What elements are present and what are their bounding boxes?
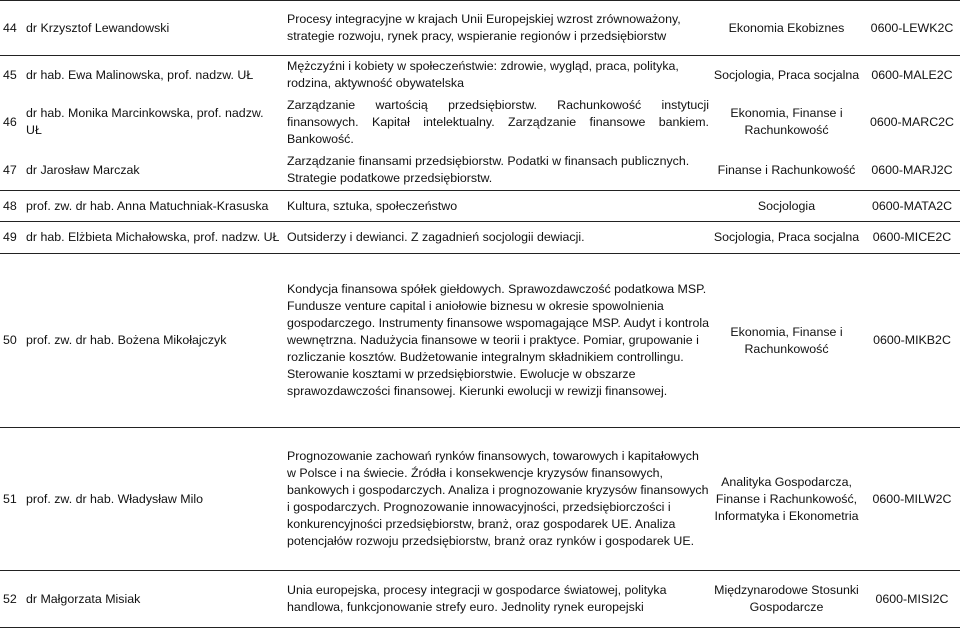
field-of-study: Ekonomia, Finanse i Rachunkowość: [730, 324, 843, 356]
row-number: 45: [3, 67, 17, 82]
table-row: [0, 428, 960, 570]
row-number: 49: [3, 230, 17, 244]
seminar-topic: Zarządzanie finansami przedsiębiorstw. Podatki w finansach publicznych. Strategie podatkowe przedsiębiorstw.: [287, 154, 690, 185]
supervisor-name: dr hab. Ewa Malinowska, prof. nadzw. UŁ: [26, 67, 254, 82]
row-number: 46: [3, 114, 17, 129]
table-row: [0, 150, 960, 190]
table-row: [0, 191, 960, 221]
row-number: 47: [3, 162, 17, 177]
seminar-topic: Zarządzanie wartością przedsiębiorstw. Rachunkowość instytucji finansowych. Kapitał intelektualny. Zarządzanie finansowe bankiem. Bankowość.: [287, 97, 709, 146]
supervisor-name: prof. zw. dr hab. Władysław Milo: [26, 491, 203, 506]
supervisor-name: dr hab. Monika Marcinkowska, prof. nadzw. UŁ: [26, 106, 264, 137]
course-code: 0600-MILW2C: [872, 491, 952, 506]
field-of-study: Międzynarodowe Stosunki Gospodarcze: [714, 583, 859, 614]
table-row: [0, 571, 960, 627]
row-number: 50: [3, 333, 17, 347]
course-code: 0600-MARJ2C: [871, 162, 953, 177]
row-number: 52: [3, 591, 17, 606]
row-number: 51: [3, 491, 17, 506]
field-of-study: Ekonomia Ekobiznes: [728, 20, 845, 35]
table-row: [0, 254, 960, 427]
course-code: 0600-MALE2C: [871, 67, 953, 82]
supervisor-name: dr Krzysztof Lewandowski: [26, 20, 170, 35]
course-code: 0600-LEWK2C: [870, 20, 954, 35]
supervisor-name: prof. zw. dr hab. Anna Matuchniak-Krasuska: [26, 198, 269, 213]
course-code: 0600-MIKB2C: [873, 333, 951, 347]
row-number: 48: [3, 198, 17, 213]
seminar-topic: Prognozowanie zachowań rynków finansowych, towarowych i kapitałowych w Polsce i na świecie. Źródła i konsekwencje kryzysów finansowych, bankowych i gospodarczych. Analiza i prognozowanie kryzysów finansowych i gospodarczych. Prognozowanie innowacyjności, przedsiębiorczości i konkurencyjności przedsiębiorstw, branż, oraz gospodarek UE. Analiza potencjałów rozwoju przedsiębiorstw, branż oraz rynków i gospodarek UE.: [287, 449, 709, 548]
table-row: [0, 222, 960, 253]
course-code: 0600-MARC2C: [869, 114, 954, 129]
field-of-study: Socjologia, Praca socjalna: [713, 67, 860, 82]
supervisor-name: dr Jarosław Marczak: [26, 162, 140, 177]
field-of-study: Finanse i Rachunkowość: [717, 162, 856, 177]
seminar-topic: Unia europejska, procesy integracji w gospodarce światowej, polityka handlowa, funkcjonowanie strefy euro. Jednolity rynek europejski: [287, 583, 667, 614]
seminar-topic: Mężczyźni i kobiety w społeczeństwie: zdrowie, wygląd, praca, polityka, rodzina, aktywność obywatelska: [287, 59, 679, 90]
seminar-topic: Kultura, sztuka, społeczeństwo: [287, 198, 458, 213]
supervisor-name: dr Małgorzata Misiak: [26, 591, 141, 606]
table-row: [0, 1, 960, 55]
course-code: 0600-MATA2C: [871, 198, 953, 213]
supervisor-name: prof. zw. dr hab. Bożena Mikołajczyk: [26, 333, 227, 347]
table-row: [0, 56, 960, 94]
seminar-topic: Outsiderzy i dewianci. Z zagadnień socjologii dewiacji.: [287, 230, 585, 244]
field-of-study: Analityka Gospodarcza, Finanse i Rachunkowość, Informatyka i Ekonometria: [714, 474, 859, 523]
course-code: 0600-MISI2C: [875, 591, 949, 606]
row-number: 44: [3, 20, 17, 35]
seminar-topic: Procesy integracyjne w krajach Unii Europejskiej wzrost zrównoważony, strategie rozwoju, rynek pracy, wspieranie regionów i przedsiębiorstw: [287, 12, 681, 43]
field-of-study: Ekonomia, Finanse i Rachunkowość: [730, 106, 843, 137]
table-row: [0, 94, 960, 150]
field-of-study: Socjologia, Praca socjalna: [713, 230, 860, 244]
supervisor-name: dr hab. Elżbieta Michałowska, prof. nadzw. UŁ: [26, 230, 280, 244]
course-code: 0600-MICE2C: [872, 230, 952, 244]
field-of-study: Socjologia: [757, 198, 816, 213]
seminar-topic: Kondycja finansowa spółek giełdowych. Sprawozdawczość podatkowa MSP. Fundusze venture capital i aniołowie biznesu w okresie spowolnienia gospodarczego. Instrumenty finansowe wspomagające MSP. Audyt i kontrola wewnętrzna. Nadużycia finansowe w teorii i praktyce. Pomiar, grupowanie i rozliczanie kosztów. Budżetowanie integralnym składnikiem controllingu. Sterowanie kosztami w przedsiębiorstwie. Ewolucje w obszarze sprawozdawczości finansowej. Kierunki ewolucji w rewizji finansowej.: [287, 282, 709, 398]
